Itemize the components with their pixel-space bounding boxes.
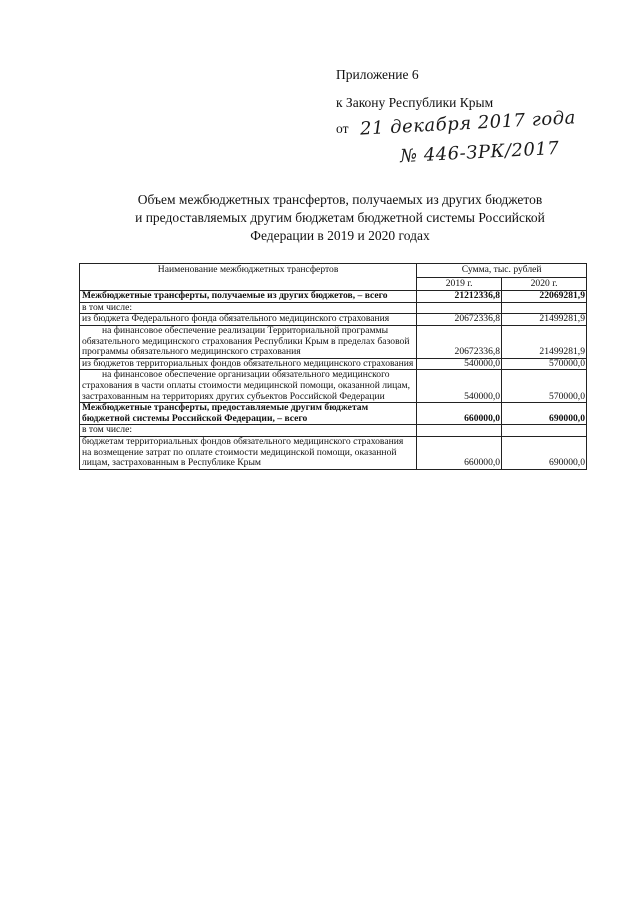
- header-2019: 2019 г.: [417, 277, 502, 291]
- transfers-table: [79, 263, 587, 470]
- row-2019: [417, 425, 502, 437]
- row-name: бюджетам территориальных фондов обязательного медицинского страхования на возмещение затрат по оплате стоимости медицинской помощи, оказанной лицам, застрахованным в Республике Крым: [80, 436, 417, 469]
- table-row: [80, 403, 587, 425]
- header-name: Наименование межбюджетных трансфертов: [80, 264, 417, 291]
- row-name: из бюджетов территориальных фондов обязательного медицинского страхования: [80, 358, 417, 370]
- table-row: [80, 358, 587, 370]
- row-2019: 540000,0: [417, 358, 502, 370]
- row-name: из бюджета Федерального фонда обязательного медицинского страхования: [80, 314, 417, 326]
- row-name: в том числе:: [80, 425, 417, 437]
- from-label: от: [336, 121, 349, 136]
- title-line-3: Федерации в 2019 и 2020 годах: [250, 228, 430, 243]
- row-2020: 690000,0: [502, 403, 587, 425]
- row-2020: 690000,0: [502, 436, 587, 469]
- row-name: на финансовое обеспечение организации обязательного медицинского страхования в части оплаты стоимости медицинской помощи, оказанной лицам, застрахованным на территориях других субъектов Российской Федерации: [80, 370, 417, 403]
- row-2020: 22069281,9: [502, 291, 587, 303]
- row-2020: [502, 425, 587, 437]
- row-2019: 540000,0: [417, 370, 502, 403]
- header-sum: Сумма, тыс. рублей: [417, 264, 587, 278]
- row-name: Межбюджетные трансферты, получаемые из других бюджетов, – всего: [80, 291, 417, 303]
- row-2020: [502, 302, 587, 314]
- row-name: Межбюджетные трансферты, предоставляемые другим бюджетам бюджетной системы Российской Федерации, – всего: [80, 403, 417, 425]
- appendix-label: Приложение 6: [336, 67, 419, 82]
- header-2020: 2020 г.: [502, 277, 587, 291]
- table-row: [80, 302, 587, 314]
- row-2020: 570000,0: [502, 358, 587, 370]
- row-name: на финансовое обеспечение реализации Территориальной программы обязательного медицинского страхования Республики Крым в пределах базовой программы обязательного медицинского страхования: [80, 325, 417, 358]
- law-label: к Закону Республики Крым: [336, 95, 494, 110]
- handwritten-date: 21 декабря 2017 года: [359, 107, 577, 140]
- row-2019: [417, 302, 502, 314]
- handwritten-number: № 446-ЗРК/2017: [399, 137, 560, 168]
- table-row: [80, 370, 587, 403]
- row-2019: 20672336,8: [417, 325, 502, 358]
- row-name: в том числе:: [80, 302, 417, 314]
- table-row: [80, 291, 587, 303]
- table-row: [80, 325, 587, 358]
- row-2020: 21499281,9: [502, 314, 587, 326]
- table-row: [80, 425, 587, 437]
- table-row: [80, 314, 587, 326]
- row-2020: 570000,0: [502, 370, 587, 403]
- row-2019: 21212336,8: [417, 291, 502, 303]
- row-2019: 660000,0: [417, 436, 502, 469]
- title-line-2: и предоставляемых другим бюджетам бюджетной системы Российской: [135, 210, 545, 225]
- row-2019: 660000,0: [417, 403, 502, 425]
- document-title: [60, 191, 620, 245]
- row-2019: 20672336,8: [417, 314, 502, 326]
- title-line-1: Объем межбюджетных трансфертов, получаемых из других бюджетов: [137, 192, 543, 207]
- table-row: [80, 436, 587, 469]
- row-2020: 21499281,9: [502, 325, 587, 358]
